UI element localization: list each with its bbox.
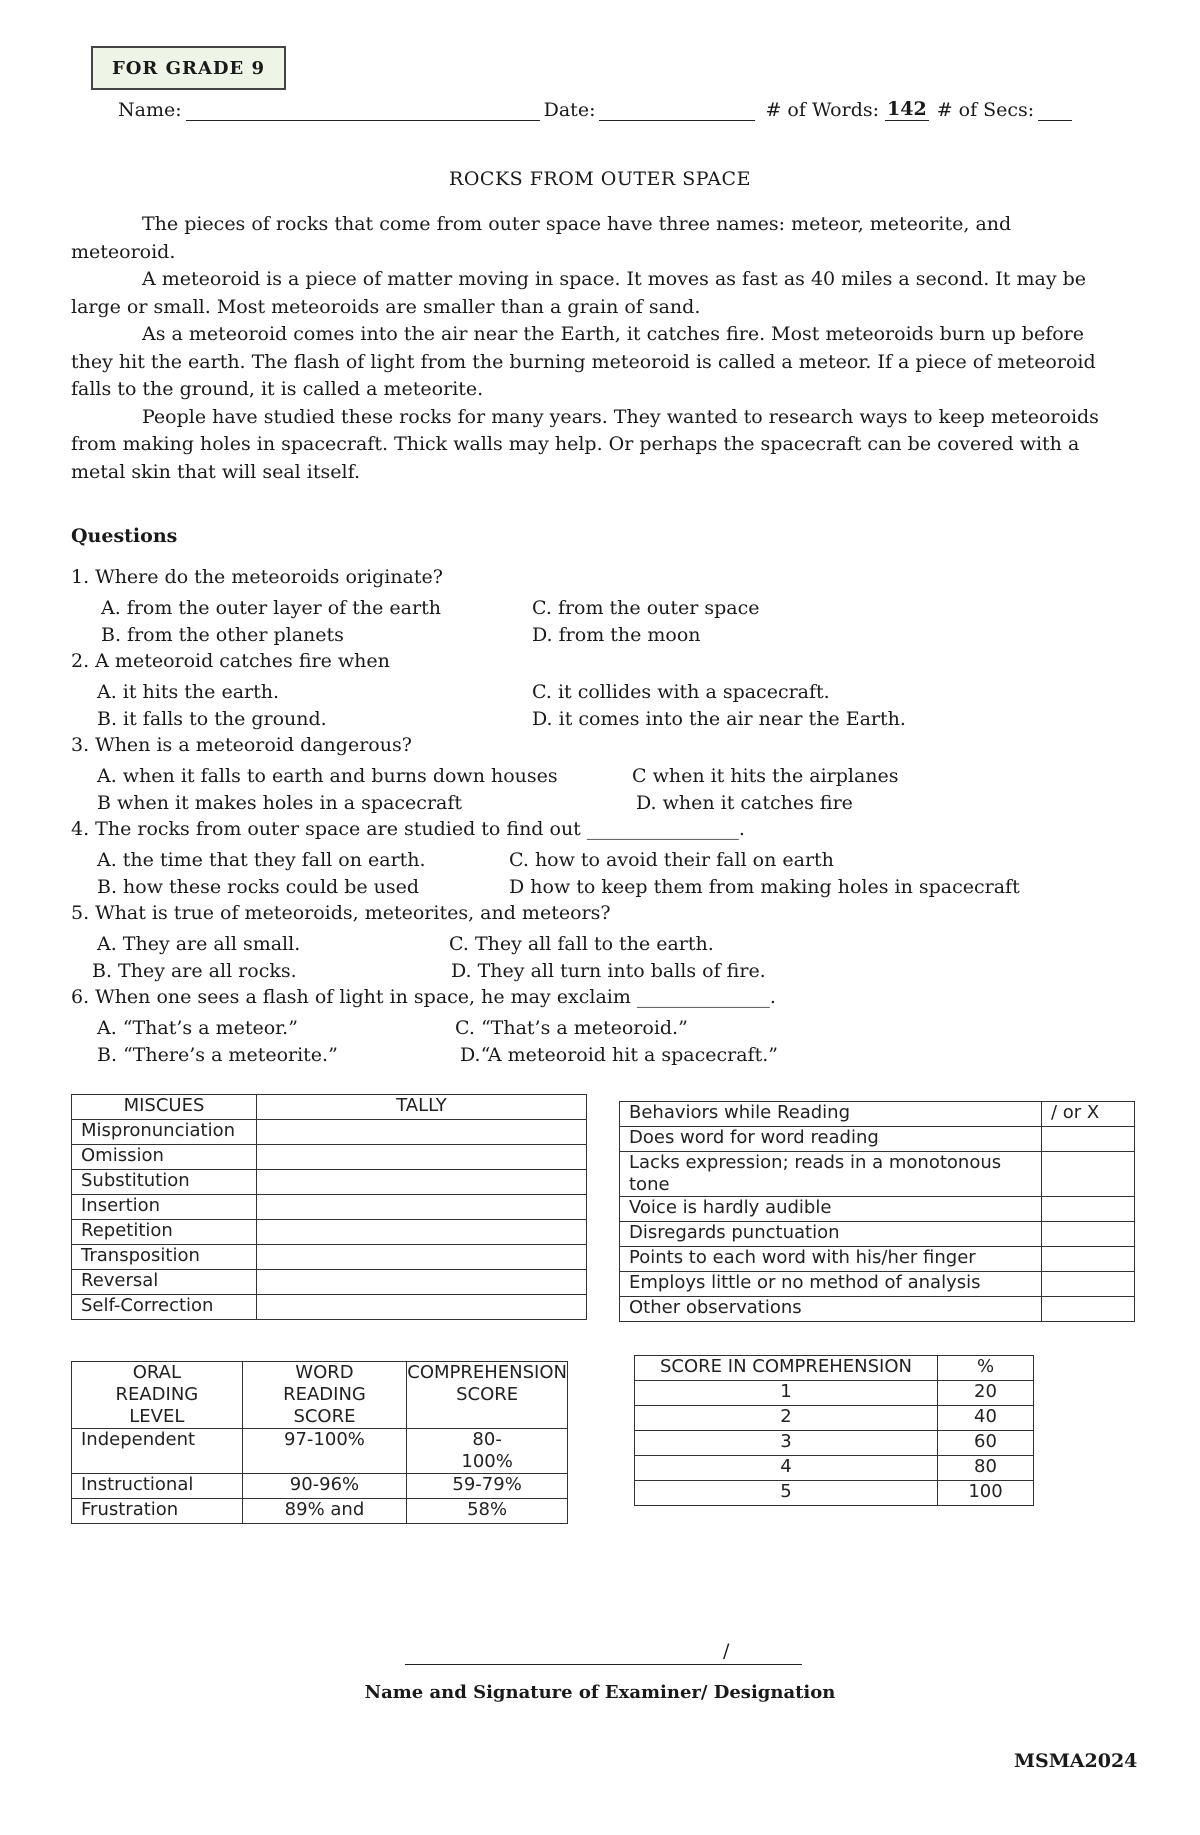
tally-cell[interactable]: [257, 1195, 587, 1220]
option-2b[interactable]: B. it falls to the ground.: [97, 708, 327, 730]
score-value: 1: [635, 1381, 938, 1406]
miscue-label: Repetition: [72, 1220, 257, 1245]
score-value: 4: [635, 1456, 938, 1481]
question-5: 5. What is true of meteoroids, meteorites, and meteors?: [71, 902, 611, 924]
words-label: # of Words:: [765, 99, 880, 121]
option-5c[interactable]: C. They all fall to the earth.: [449, 933, 714, 955]
signature-slash: /: [723, 1640, 730, 1662]
tally-cell[interactable]: [257, 1270, 587, 1295]
option-4d[interactable]: D how to keep them from making holes in spacecraft: [509, 876, 1020, 898]
behavior-label: Does word for word reading: [620, 1127, 1042, 1152]
miscues-table: [71, 1094, 587, 1320]
date-field[interactable]: [599, 102, 755, 121]
option-3d[interactable]: D. when it catches fire: [636, 792, 853, 814]
word-reading-score: 97-100%: [242, 1429, 407, 1474]
level-label: Instructional: [72, 1474, 243, 1499]
check-cell[interactable]: [1042, 1222, 1135, 1247]
option-3b[interactable]: B when it makes holes in a spacecraft: [97, 792, 463, 814]
miscue-label: Self-Correction: [72, 1295, 257, 1320]
check-cell[interactable]: [1042, 1127, 1135, 1152]
behaviors-table: [619, 1101, 1135, 1322]
percent-value: 40: [938, 1406, 1034, 1431]
question-6: 6. When one sees a flash of light in space, he may exclaim ______________.: [71, 986, 776, 1008]
option-5a[interactable]: A. They are all small.: [97, 933, 301, 955]
name-field[interactable]: [186, 102, 540, 121]
percent-header: %: [938, 1356, 1034, 1381]
footer-code: MSMA2024: [1014, 1750, 1138, 1772]
behavior-label: Disregards punctuation: [620, 1222, 1042, 1247]
miscue-label: Insertion: [72, 1195, 257, 1220]
question-2: 2. A meteoroid catches fire when: [71, 650, 390, 672]
option-6a[interactable]: A. “That’s a meteor.”: [97, 1017, 298, 1039]
behavior-label: Points to each word with his/her finger: [620, 1247, 1042, 1272]
comprehension-header: COMPREHENSION SCORE: [407, 1362, 568, 1429]
check-cell[interactable]: [1042, 1247, 1135, 1272]
option-2d[interactable]: D. it comes into the air near the Earth.: [532, 708, 906, 730]
score-value: 3: [635, 1431, 938, 1456]
option-6c[interactable]: C. “That’s a meteoroid.”: [455, 1017, 688, 1039]
passage-title: ROCKS FROM OUTER SPACE: [449, 168, 751, 190]
behavior-label: Lacks expression; reads in a monotonous tone: [620, 1152, 1042, 1197]
passage-paragraph: As a meteoroid comes into the air near the Earth, it catches fire. Most meteoroids burn up before they hit the earth. The flash of light from the burning meteoroid is called a meteor. If a piece of meteoroid falls to the ground, it is called a meteorite.: [71, 323, 1096, 400]
words-value: 142: [887, 98, 927, 120]
behavior-label: Other observations: [620, 1297, 1042, 1322]
check-cell[interactable]: [1042, 1297, 1135, 1322]
tally-cell[interactable]: [257, 1220, 587, 1245]
check-cell[interactable]: [1042, 1152, 1135, 1197]
question-4: 4. The rocks from outer space are studied to find out ________________.: [71, 818, 745, 840]
percent-value: 60: [938, 1431, 1034, 1456]
level-header: ORAL READING LEVEL: [72, 1362, 243, 1429]
option-5b[interactable]: B. They are all rocks.: [92, 960, 297, 982]
option-3c[interactable]: C when it hits the airplanes: [632, 765, 899, 787]
secs-label: # of Secs:: [936, 99, 1035, 121]
option-1c[interactable]: C. from the outer space: [532, 597, 760, 619]
score-value: 5: [635, 1481, 938, 1506]
word-reading-score: 90-96%: [242, 1474, 407, 1499]
reading-levels-table: [71, 1361, 568, 1524]
option-1a[interactable]: A. from the outer layer of the earth: [101, 597, 441, 619]
passage-paragraph: People have studied these rocks for many years. They wanted to research ways to keep meteoroids from making holes in spacecraft. Thick walls may help. Or perhaps the spacecraft can be covered with a metal skin that will seal itself.: [71, 405, 1099, 483]
percent-value: 80: [938, 1456, 1034, 1481]
check-cell[interactable]: [1042, 1197, 1135, 1222]
level-label: Independent: [72, 1429, 243, 1474]
option-3a[interactable]: A. when it falls to earth and burns down houses: [97, 765, 558, 787]
option-4b[interactable]: B. how these rocks could be used: [97, 876, 420, 898]
date-label: Date:: [543, 99, 596, 121]
grade-label: FOR GRADE 9: [91, 46, 286, 90]
secs-field[interactable]: [1038, 102, 1072, 121]
miscue-label: Substitution: [72, 1170, 257, 1195]
comprehension-score: 59-79%: [407, 1474, 568, 1499]
passage-paragraph: The pieces of rocks that come from outer space have three names: meteor, meteorite, and meteoroid.: [71, 213, 1012, 263]
option-6d[interactable]: D.“A meteoroid hit a spacecraft.”: [460, 1044, 778, 1066]
check-header: / or X: [1042, 1102, 1135, 1127]
tally-cell[interactable]: [257, 1245, 587, 1270]
reading-passage: [71, 211, 1117, 486]
option-6b[interactable]: B. “There’s a meteorite.”: [97, 1044, 338, 1066]
comprehension-score: 58%: [407, 1499, 568, 1524]
question-3: 3. When is a meteoroid dangerous?: [71, 734, 412, 756]
question-1: 1. Where do the meteoroids originate?: [71, 566, 443, 588]
miscue-label: Reversal: [72, 1270, 257, 1295]
option-1d[interactable]: D. from the moon: [532, 624, 701, 646]
option-2c[interactable]: C. it collides with a spacecraft.: [532, 681, 830, 703]
comprehension-score-table: [634, 1355, 1034, 1506]
option-4a[interactable]: A. the time that they fall on earth.: [97, 849, 426, 871]
tally-cell[interactable]: [257, 1145, 587, 1170]
miscue-label: Omission: [72, 1145, 257, 1170]
comprehension-score: 80-100%: [407, 1429, 568, 1474]
option-4c[interactable]: C. how to avoid their fall on earth: [509, 849, 834, 871]
tally-cell[interactable]: [257, 1120, 587, 1145]
behavior-label: Voice is hardly audible: [620, 1197, 1042, 1222]
miscues-header: MISCUES: [72, 1095, 257, 1120]
check-cell[interactable]: [1042, 1272, 1135, 1297]
tally-cell[interactable]: [257, 1170, 587, 1195]
miscue-label: Mispronunciation: [72, 1120, 257, 1145]
designation-line[interactable]: [733, 1654, 802, 1665]
header-fields: [118, 98, 1076, 121]
name-label: Name:: [118, 99, 182, 121]
level-label: Frustration: [72, 1499, 243, 1524]
percent-value: 20: [938, 1381, 1034, 1406]
miscue-label: Transposition: [72, 1245, 257, 1270]
tally-header: TALLY: [257, 1095, 587, 1120]
word-reading-score: 89% and: [242, 1499, 407, 1524]
word-reading-header: WORD READING SCORE: [242, 1362, 407, 1429]
passage-paragraph: A meteoroid is a piece of matter moving in space. It moves as fast as 40 miles a second. It may be large or small. Most meteoroids are smaller than a grain of sand.: [71, 268, 1087, 318]
option-5d[interactable]: D. They all turn into balls of fire.: [451, 960, 766, 982]
score-value: 2: [635, 1406, 938, 1431]
behavior-label: Employs little or no method of analysis: [620, 1272, 1042, 1297]
option-2a[interactable]: A. it hits the earth.: [97, 681, 280, 703]
signature-label: Name and Signature of Examiner/ Designation: [364, 1682, 836, 1703]
option-1b[interactable]: B. from the other planets: [101, 624, 344, 646]
tally-cell[interactable]: [257, 1295, 587, 1320]
questions-heading: Questions: [71, 525, 178, 547]
score-header: SCORE IN COMPREHENSION: [635, 1356, 938, 1381]
percent-value: 100: [938, 1481, 1034, 1506]
behaviors-header: Behaviors while Reading: [620, 1102, 1042, 1127]
